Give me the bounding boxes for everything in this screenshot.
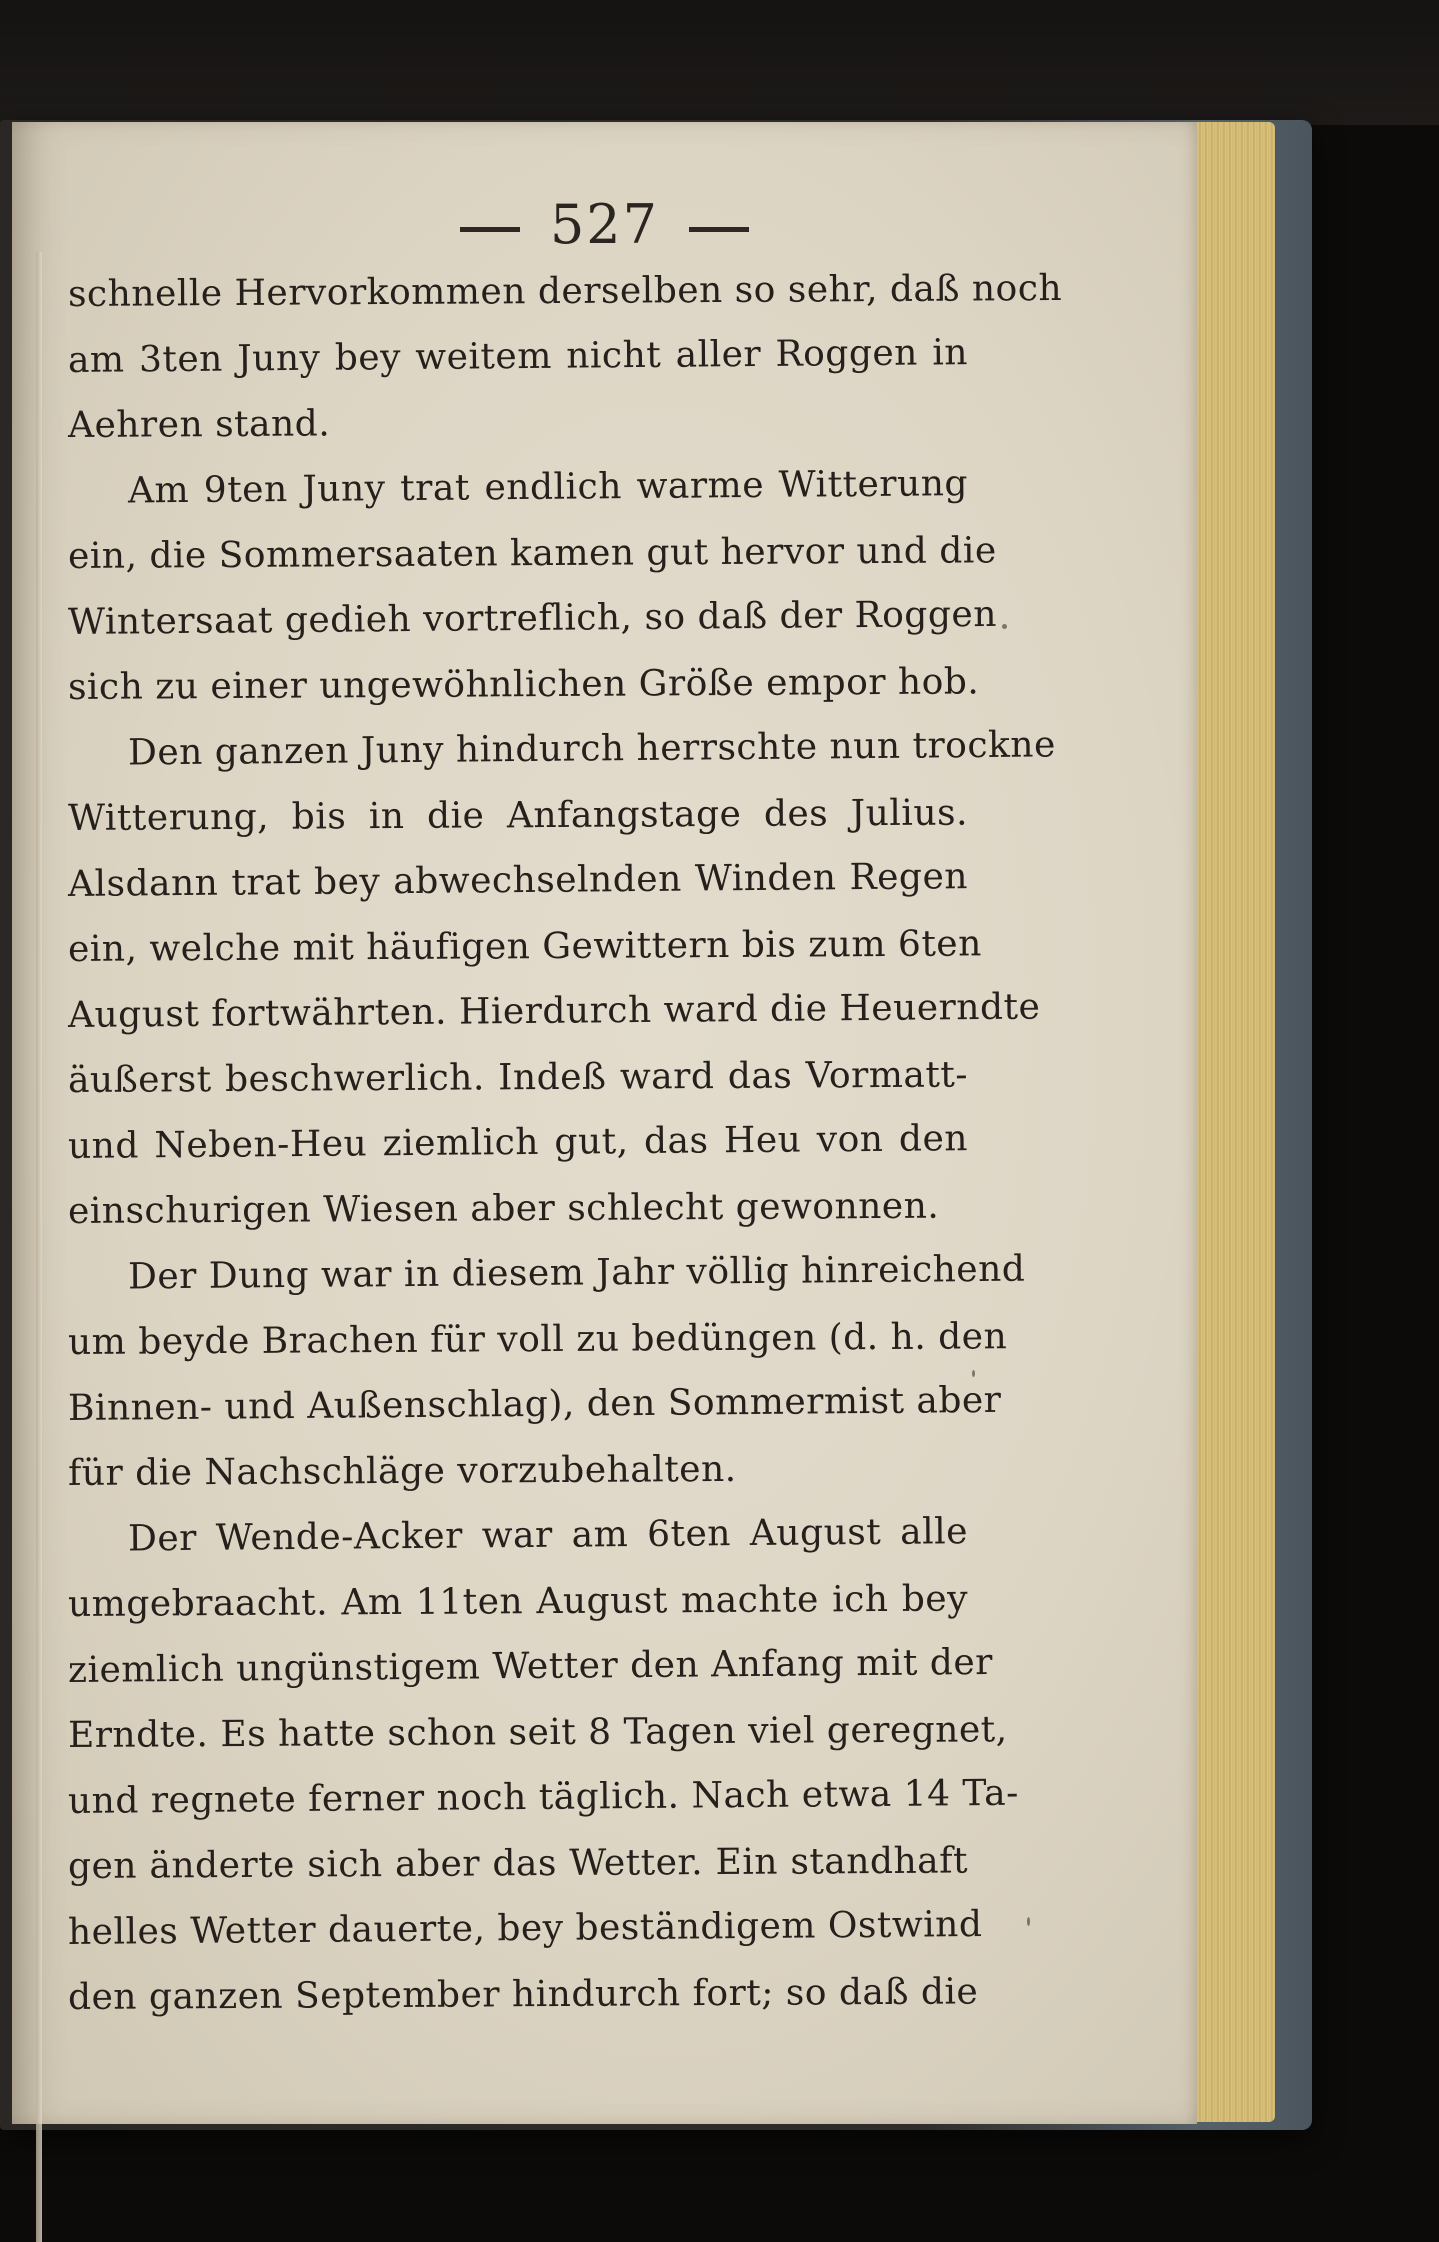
text-line: Aehren stand. xyxy=(67,403,331,446)
text-line: am 3ten Juny bey weitem nicht aller Roggen in xyxy=(67,331,969,381)
text-line: schnelle Hervorkommen derselben so sehr, daß noch xyxy=(67,267,1063,315)
text-line: äußerst beschwerlich. Indeß ward das Vormatt- xyxy=(67,1054,969,1101)
text-line: Der Dung war in diesem Jahr völlig hinreichend xyxy=(127,1248,1026,1297)
text-line: Den ganzen Juny hindurch herrschte nun trockne xyxy=(127,723,1056,773)
text-line: sich zu einer ungewöhnlichen Größe empor hob. xyxy=(67,661,980,708)
text-line: für die Nachschläge vorzubehalten. xyxy=(67,1448,737,1494)
header-dash-left xyxy=(460,227,520,232)
text-line: Wintersaat gedieh vortreflich, so daß der Roggen xyxy=(67,593,998,643)
text-line: und regnete ferner noch täglich. Nach etwa 14 Ta- xyxy=(67,1772,1019,1822)
background xyxy=(0,0,1439,125)
text-line: Am 9ten Juny trat endlich warme Witterung xyxy=(127,462,969,511)
text-line: gen änderte sich aber das Wetter. Ein standhaft xyxy=(67,1840,969,1887)
header-dash-right xyxy=(689,227,749,232)
text-line: um beyde Brachen für voll zu bedüngen (d. h. den xyxy=(67,1316,1008,1363)
text-line: einschurigen Wiesen aber schlecht gewonnen. xyxy=(67,1185,940,1232)
text-line: August fortwährten. Hierdurch ward die Heuerndte xyxy=(67,986,1041,1036)
gutter-shadow xyxy=(36,252,42,2242)
text-line: und Neben-Heu ziemlich gut, das Heu von den xyxy=(67,1117,969,1167)
text-line: Binnen- und Außenschlag), den Sommermist aber xyxy=(67,1379,1002,1429)
text-line: Erndte. Es hatte schon seit 8 Tagen viel geregnet, xyxy=(67,1709,1008,1756)
page-header xyxy=(12,190,1197,260)
text-line: den ganzen September hindurch fort; so daß die xyxy=(67,1971,979,2018)
text-line: Der Wende-Acker war am 6ten August alle xyxy=(127,1510,969,1559)
text-line: ein, die Sommersaaten kamen gut hervor und die xyxy=(67,530,997,577)
text-line: ein, welche mit häufigen Gewittern bis zum 6ten xyxy=(67,923,982,970)
paper-speck xyxy=(972,1370,975,1377)
text-line: umgebraacht. Am 11ten August machte ich bey xyxy=(67,1578,969,1625)
paper-speck xyxy=(1002,624,1007,629)
paper-speck xyxy=(1027,1917,1030,1926)
text-line: ziemlich ungünstigem Wetter den Anfang mit der xyxy=(67,1641,994,1691)
page-number: 527 xyxy=(549,193,660,256)
text-line: Witterung, bis in die Anfangstage des Julius. xyxy=(67,792,969,839)
text-line: Alsdann trat bey abwechselnden Winden Regen xyxy=(67,855,969,905)
body-text xyxy=(67,262,1063,2031)
book-page xyxy=(12,122,1197,2124)
text-line: helles Wetter dauerte, bey beständigem Ostwind xyxy=(67,1903,983,1953)
